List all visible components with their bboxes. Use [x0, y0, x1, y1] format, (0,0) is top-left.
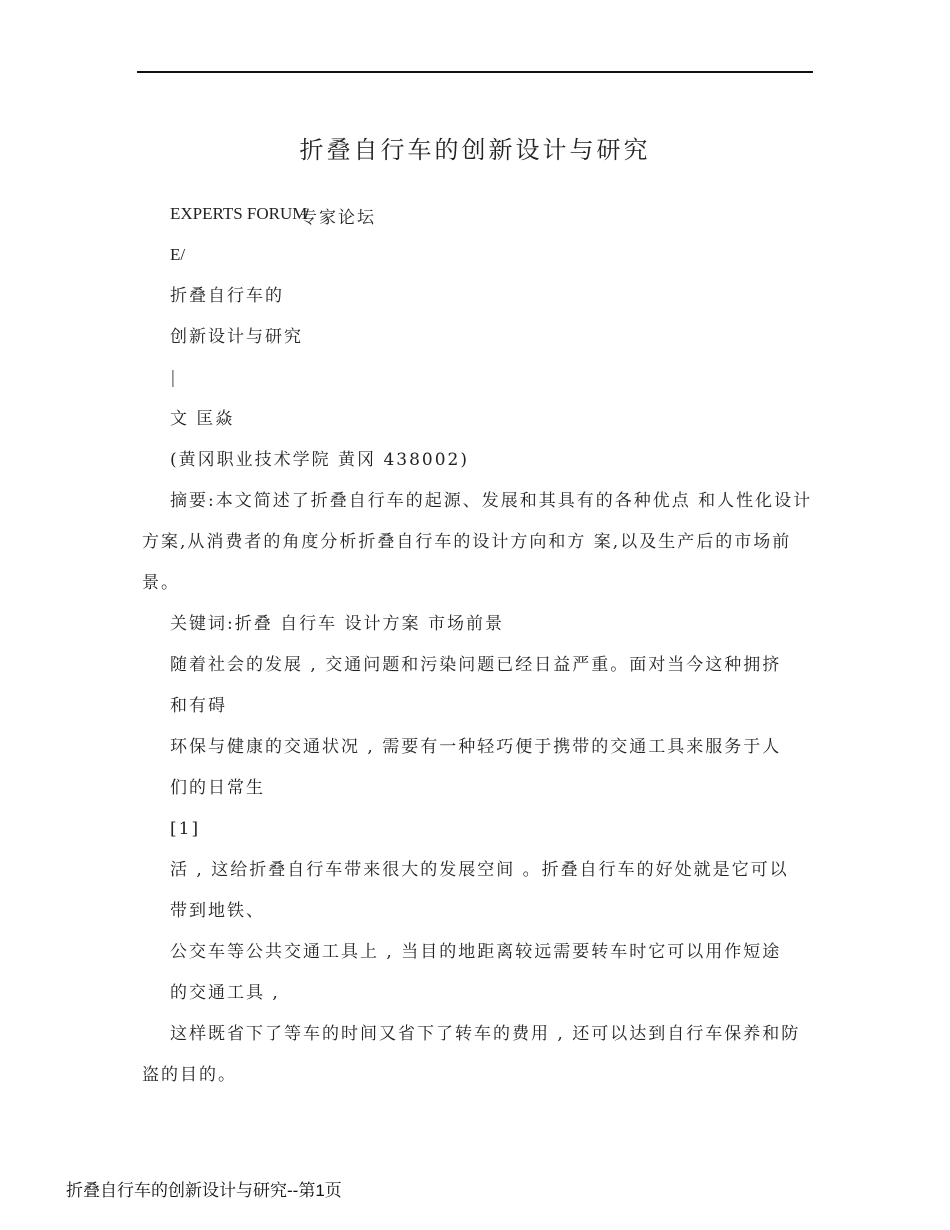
body-line: 随着社会的发展 , 交通问题和污染问题已经日益严重。面对当今这种拥挤 [170, 655, 782, 675]
abstract-line: 方案,从消费者的角度分析折叠自行车的设计方向和方 案,以及生产后的市场前 [142, 532, 792, 552]
page-title: 折叠自行车的创新设计与研究 [299, 136, 651, 164]
body-line: 带到地铁、 [170, 901, 265, 921]
body-line: 和有碍 [170, 696, 227, 716]
citation-mark: [1] [170, 819, 201, 839]
affiliation: (黄冈职业技术学院 黄冈 438002) [170, 450, 469, 470]
keywords: 关键词:折叠 自行车 设计方案 市场前景 [170, 614, 504, 634]
article-title-line-1: 折叠自行车的 [170, 286, 284, 306]
article-title-line-2: 创新设计与研究 [170, 327, 303, 347]
body-line: 的交通工具 , [170, 983, 280, 1003]
e-mark: E/ [170, 245, 186, 264]
page-footer: 折叠自行车的创新设计与研究--第1页 [66, 1181, 342, 1200]
body-line: 盗的目的。 [142, 1065, 237, 1085]
header-rule [137, 71, 813, 73]
column-label-cn: 专家论坛 [300, 208, 376, 228]
body-line: 环保与健康的交通状况 , 需要有一种轻巧便于携带的交通工具来服务于人 [170, 737, 782, 757]
body-line: 这样既省下了等车的时间又省下了转车的费用 , 还可以达到自行车保养和防 [170, 1024, 801, 1044]
column-label-en: EXPERTS FORUM [170, 204, 308, 223]
author: 文 匡焱 [170, 409, 235, 429]
body-line: 活 , 这给折叠自行车带来很大的发展空间 。折叠自行车的好处就是它可以 [170, 860, 789, 880]
body-line: 们的日常生 [170, 778, 265, 798]
divider-bar: | [170, 368, 178, 388]
body-line: 公交车等公共交通工具上 , 当目的地距离较远需要转车时它可以用作短途 [170, 942, 782, 962]
abstract-line: 景。 [142, 573, 180, 593]
abstract-line: 摘要:本文简述了折叠自行车的起源、发展和其具有的各种优点 和人性化设计 [170, 491, 813, 511]
